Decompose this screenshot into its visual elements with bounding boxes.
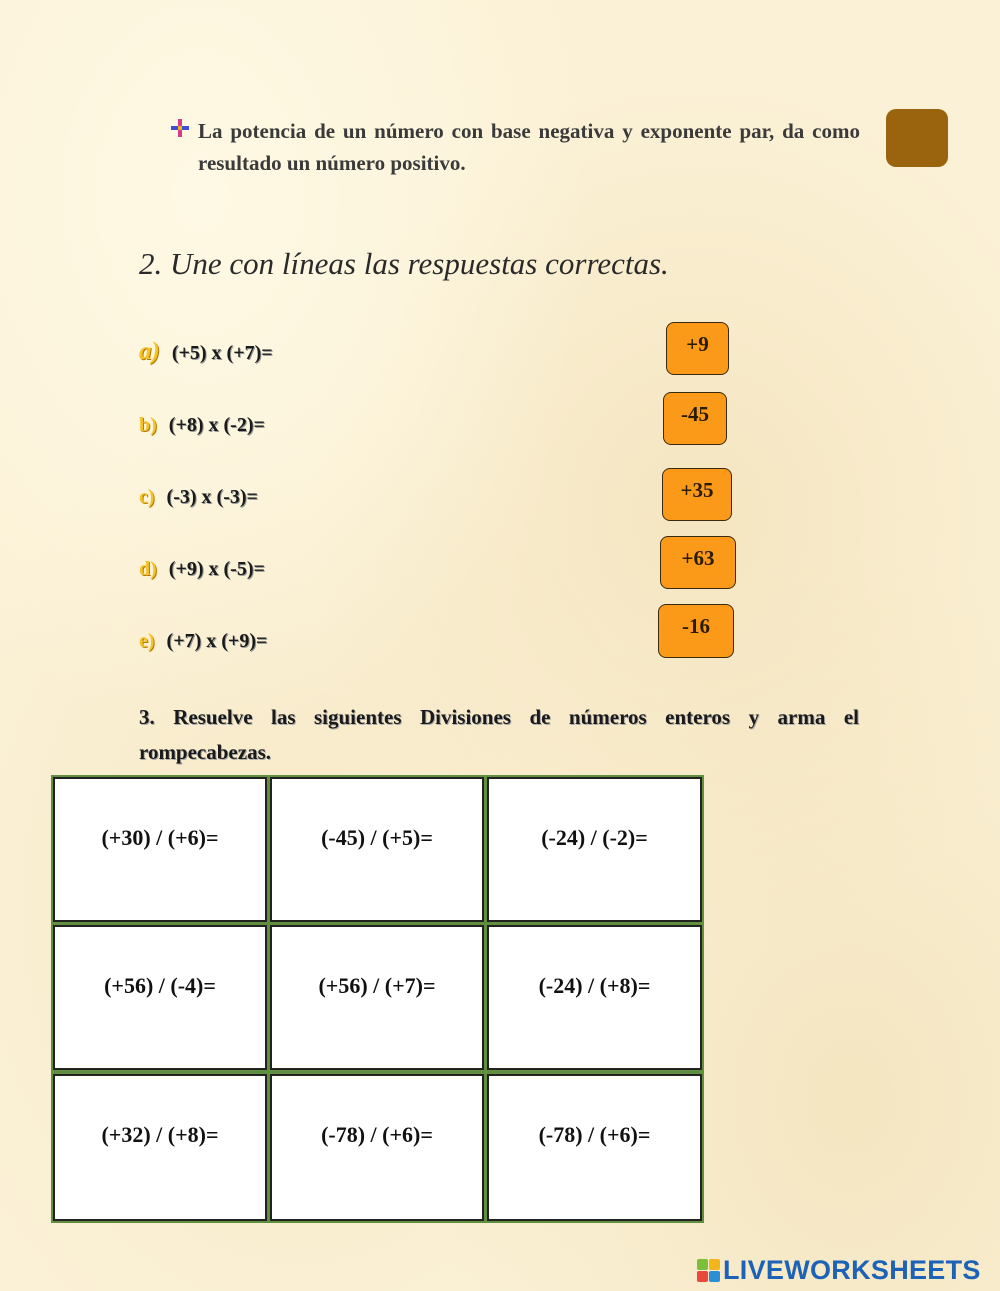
item-label: c) [139, 486, 155, 508]
answer-box-3[interactable]: +35 [662, 468, 732, 521]
section-2-title: 2. Une con líneas las respuestas correctas. [139, 246, 669, 281]
puzzle-cell[interactable]: (-78) / (+6)= [270, 1074, 484, 1221]
answer-box-2[interactable]: -45 [663, 392, 727, 445]
answer-box-4[interactable]: +63 [660, 536, 736, 589]
logo-text: LIVEWORKSHEETS [723, 1255, 981, 1285]
puzzle-cell[interactable]: (-45) / (+5)= [270, 777, 484, 922]
puzzle-grid [51, 775, 704, 1223]
item-expression: (-3) x (-3)= [166, 486, 258, 508]
liveworksheets-logo[interactable] [697, 1255, 981, 1286]
answer-box-5[interactable]: -16 [658, 604, 734, 658]
liveworksheets-logo-icon [697, 1259, 720, 1282]
item-expression: (+8) x (-2)= [168, 414, 265, 436]
item-label: e) [139, 630, 155, 652]
section-3-title: 3. Resuelve las siguientes Divisiones de números enteros y arma el rompecabezas. [139, 705, 859, 764]
puzzle-cell[interactable]: (-24) / (-2)= [487, 777, 702, 922]
item-label: d) [139, 558, 157, 580]
puzzle-cell[interactable]: (-24) / (+8)= [487, 925, 702, 1070]
puzzle-cell[interactable]: (-78) / (+6)= [487, 1074, 702, 1221]
puzzle-cell[interactable]: (+56) / (+7)= [270, 925, 484, 1070]
match-item-e [139, 630, 267, 653]
match-item-c [139, 486, 258, 509]
puzzle-cell[interactable]: (+56) / (-4)= [53, 925, 267, 1070]
item-expression: (+5) x (+7)= [171, 342, 273, 364]
bullet-plus-icon [170, 118, 190, 138]
puzzle-cell[interactable]: (+32) / (+8)= [53, 1074, 267, 1221]
item-expression: (+9) x (-5)= [168, 558, 265, 580]
item-label: a) [139, 338, 160, 365]
item-expression: (+7) x (+9)= [166, 630, 268, 652]
match-item-d [139, 558, 265, 581]
puzzle-cell[interactable]: (+30) / (+6)= [53, 777, 267, 922]
answer-box-1[interactable]: +9 [666, 322, 729, 375]
item-label: b) [139, 414, 157, 436]
match-item-b [139, 414, 265, 437]
match-item-a [139, 338, 273, 366]
answer-drop-box[interactable] [886, 109, 948, 167]
intro-bullet-text: La potencia de un número con base negativa y exponente par, da como resultado un número positivo. [198, 119, 860, 175]
